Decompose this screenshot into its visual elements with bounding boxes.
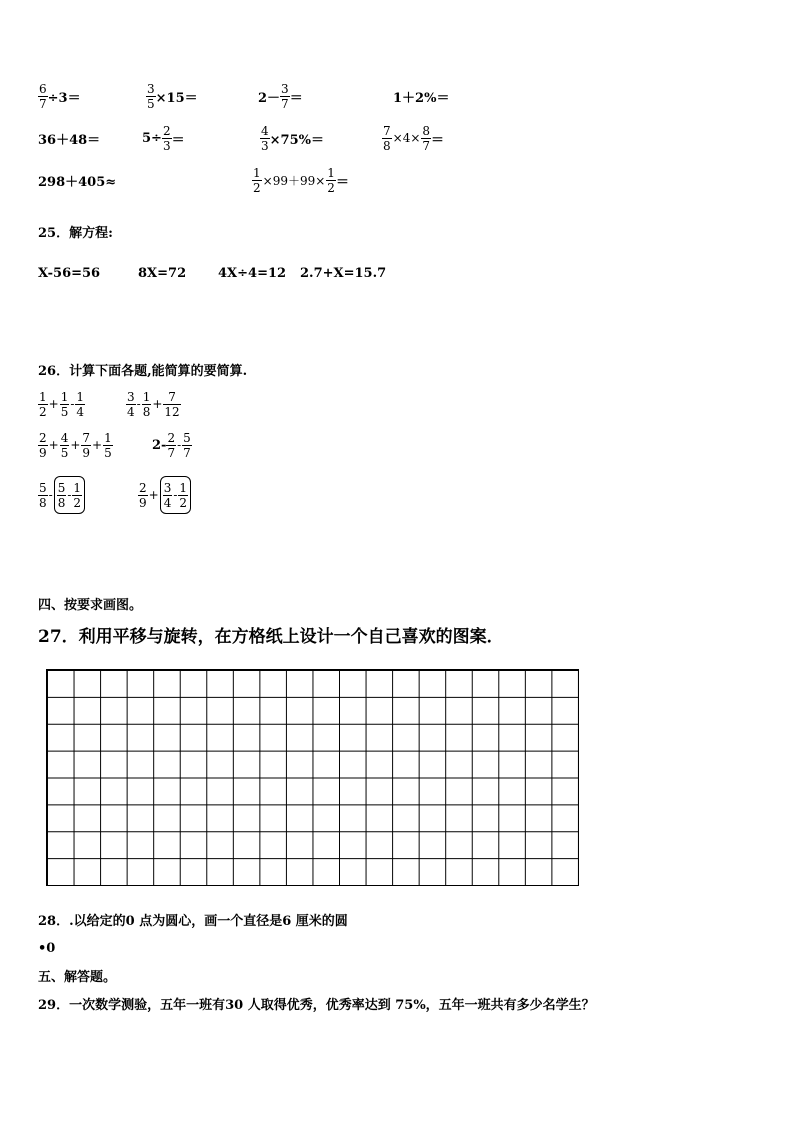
equation: 2.7+X=15.7 [300,266,387,281]
fraction: $\frac{1}{5}$ [60,389,69,419]
fraction: $\frac{1}{2}$ [253,165,261,195]
equation: X-56=56 [38,266,101,281]
fraction: $\frac{2}{3}$ [162,123,171,153]
fraction: $\frac{7}{9}$ [82,430,91,460]
fraction: $\frac{5}{7}$ [183,430,191,460]
oral-1a: $\frac{6}{7}$ ÷3＝ [39,81,81,111]
fraction: $\frac{3}{7}$ [281,81,289,111]
q28-title: 28．.以给定的0 点为圆心，画一个直径是6 厘米的圆 [38,914,348,929]
fraction: $\frac{2}{9}$ [139,480,147,510]
fraction: $\frac{2}{9}$ [39,430,47,460]
q26-title: 26．计算下面各题,能简算的要简算. [38,364,248,379]
parentheses: $\frac{3}{4}$ - $\frac{1}{2}$ [160,476,191,514]
fraction: $\frac{1}{8}$ [142,389,151,419]
oral-2c: $\frac{4}{3}$ ×75%＝ [261,123,324,153]
section-4-heading: 四、按要求画图。 [38,598,143,613]
calc-expr-3: $\frac{2}{9}$ + $\frac{4}{5}$ + $\frac{7}{9}$ + $\frac{1}{5}$ [39,430,112,460]
fraction: $\frac{3}{4}$ [127,389,135,419]
fraction: $\frac{1}{2}$ [39,389,47,419]
fraction: $\frac{3}{5}$ [147,81,155,111]
fraction: $\frac{1}{2}$ [327,165,335,195]
q27-title: 27．利用平移与旋转，在方格纸上设计一个自己喜欢的图案． [38,627,504,647]
calc-expr-2: $\frac{3}{4}$ - $\frac{1}{8}$ + $\frac{7}{12}$ [127,389,180,419]
grid-paper[interactable] [46,669,579,886]
oral-3b: $\frac{1}{2}$ ×99＋99× $\frac{1}{2}$ ＝ [253,165,349,195]
fraction: $\frac{1}{2}$ [179,480,188,510]
fraction: $\frac{5}{8}$ [57,480,66,510]
fraction: $\frac{1}{5}$ [104,430,112,460]
q25-title: 25．解方程: [38,226,113,241]
calc-expr-1: $\frac{1}{2}$ + $\frac{1}{5}$ - $\frac{1}{4}$ [39,389,85,419]
oral-1b: $\frac{3}{5}$ ×15＝ [147,81,198,111]
oral-2d: $\frac{7}{8}$ ×4× $\frac{8}{7}$ ＝ [383,123,445,153]
q29-text: 29．一次数学测验，五年一班有30 人取得优秀，优秀率达到 75%，五年一班共有多少名学生？ [38,998,595,1013]
fraction: $\frac{3}{4}$ [163,480,172,510]
section-5-heading: 五、解答题。 [38,970,117,985]
oral-1d: 1＋2%＝ [393,90,450,106]
fraction: $\frac{1}{2}$ [73,480,82,510]
oral-1c: 2－ $\frac{3}{7}$ ＝ [258,81,303,111]
fraction: $\frac{8}{7}$ [422,123,431,153]
calc-expr-4: 2- $\frac{2}{7}$ - $\frac{5}{7}$ [152,430,191,460]
fraction: $\frac{7}{8}$ [383,123,391,153]
oral-2b: 5÷ $\frac{2}{3}$ ＝ [142,123,185,153]
fraction: $\frac{2}{7}$ [167,430,176,460]
equation: 4X÷4=12 [218,266,287,281]
calc-expr-6: $\frac{2}{9}$ + $\frac{3}{4}$ - $\frac{1}{2}$ [138,475,191,515]
fraction: $\frac{4}{3}$ [261,123,269,153]
oral-2a: 36＋48＝ [38,132,101,148]
center-point-o: •0 [38,941,56,956]
fraction: $\frac{6}{7}$ [39,81,47,111]
fraction: $\frac{7}{12}$ [164,389,180,419]
oral-3a: 298＋405≈ [38,174,117,190]
fraction: $\frac{1}{4}$ [76,389,85,419]
equation: 8X=72 [138,266,187,281]
fraction: $\frac{5}{8}$ [39,480,47,510]
calc-expr-5: $\frac{5}{8}$ - $\frac{5}{8}$ - $\frac{1}{2}$ [38,475,85,515]
parentheses: $\frac{5}{8}$ - $\frac{1}{2}$ [54,476,85,514]
fraction: $\frac{4}{5}$ [60,430,69,460]
